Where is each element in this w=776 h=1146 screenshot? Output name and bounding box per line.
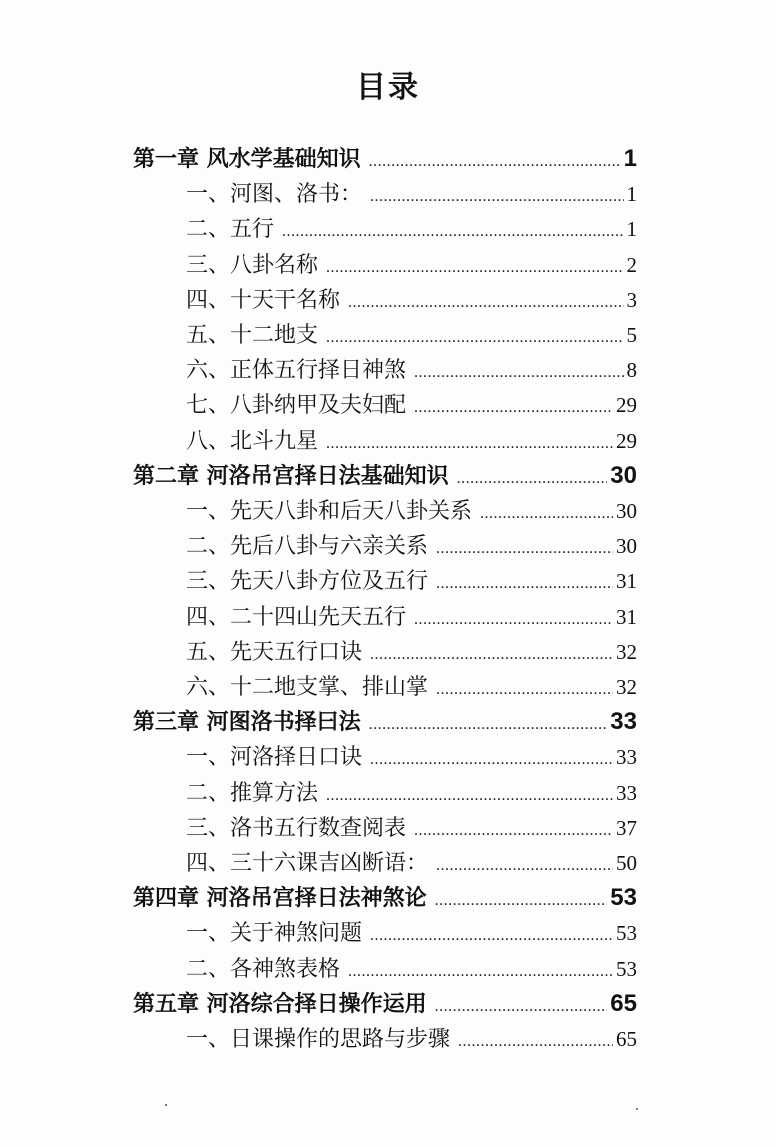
toc-section-entry xyxy=(186,353,637,389)
toc-section-entry xyxy=(186,388,637,424)
toc-page-number: 5 xyxy=(626,323,637,347)
toc-page-number: 32 xyxy=(616,640,637,664)
toc-section-entry xyxy=(186,318,637,354)
toc-chapter-entry xyxy=(133,881,637,917)
toc-entry-label: 八、北斗九星 xyxy=(186,429,319,454)
toc-page-number: 2 xyxy=(626,253,637,277)
toc-page-number: 29 xyxy=(616,393,637,417)
toc-page-number: 29 xyxy=(616,429,637,453)
toc-section-entry xyxy=(186,635,637,671)
toc-section-entry xyxy=(186,916,637,952)
toc-chapter-entry xyxy=(133,142,637,178)
toc-entry-label: 四、二十四山先天五行 xyxy=(186,605,407,630)
toc-page-number: 31 xyxy=(616,569,637,593)
dot-leader xyxy=(370,751,613,769)
toc-section-entry xyxy=(186,811,637,847)
dot-leader xyxy=(436,540,613,558)
toc-section-entry xyxy=(186,248,637,284)
dot-leader xyxy=(435,892,608,910)
toc-chapter-entry xyxy=(133,705,637,741)
toc-section-entry xyxy=(186,212,637,248)
toc-page-number: 32 xyxy=(616,675,637,699)
toc-page-number: 65 xyxy=(616,1027,637,1051)
toc-section-entry xyxy=(186,1022,637,1058)
toc-section-entry xyxy=(186,600,637,636)
page-title: 目录 xyxy=(356,70,420,105)
dot-leader xyxy=(369,716,608,734)
toc-section-entry xyxy=(186,740,637,776)
dot-leader xyxy=(348,294,623,312)
toc-page-number: 37 xyxy=(616,816,637,840)
toc-chapter-entry xyxy=(133,987,637,1023)
toc-entry-label: 七、八卦纳甲及夫妇配 xyxy=(186,393,407,418)
dot-leader xyxy=(457,470,608,488)
toc-entry-label: 五、十二地支 xyxy=(186,323,319,348)
toc-page-number: 33 xyxy=(616,781,637,805)
toc-entry-label: 一、先天八卦和后天八卦关系 xyxy=(186,499,473,524)
toc-page-number: 30 xyxy=(616,534,637,558)
toc-page-number: 8 xyxy=(626,358,637,382)
toc-entry-label: 一、日课操作的思路与步骤 xyxy=(186,1027,451,1052)
toc-section-entry xyxy=(186,846,637,882)
toc-page-number: 53 xyxy=(616,957,637,981)
toc-page-number: 1 xyxy=(626,182,637,206)
toc-entry-label: 一、河洛择日口诀 xyxy=(186,745,363,770)
toc-entry-label: 二、各神煞表格 xyxy=(186,957,341,982)
toc-page-number: 3 xyxy=(626,288,637,312)
dot-leader xyxy=(436,857,613,875)
toc-entry-label: 六、十二地支掌、排山掌 xyxy=(186,675,429,700)
dot-leader xyxy=(326,329,623,347)
toc-entry-label: 一、关于神煞问题 xyxy=(186,921,363,946)
toc-chapter-entry xyxy=(133,459,637,495)
dot-leader xyxy=(436,575,613,593)
dot-leader xyxy=(348,963,613,981)
dot-leader xyxy=(326,259,623,277)
toc-section-entry xyxy=(186,494,637,530)
toc-page-number: 1 xyxy=(623,145,637,172)
toc-page-number: 30 xyxy=(610,462,637,489)
scan-speck xyxy=(165,1104,167,1106)
dot-leader xyxy=(370,646,613,664)
toc-page-number: 65 xyxy=(610,990,637,1017)
toc-entry-label: 三、洛书五行数查阅表 xyxy=(186,816,407,841)
dot-leader xyxy=(435,998,608,1016)
toc-entry-label: 五、先天五行口诀 xyxy=(186,640,363,665)
toc-section-entry xyxy=(186,776,637,812)
scan-speck xyxy=(636,1108,638,1110)
dot-leader xyxy=(458,1033,613,1051)
toc-entry-label: 第一章 风水学基础知识 xyxy=(133,147,361,172)
dot-leader xyxy=(414,364,623,382)
toc-entry-label: 二、推算方法 xyxy=(186,781,319,806)
toc-page-number: 31 xyxy=(616,605,637,629)
toc-page-number: 53 xyxy=(610,884,637,911)
toc-section-entry xyxy=(186,564,637,600)
toc-entry-label: 三、先天八卦方位及五行 xyxy=(186,569,429,594)
dot-leader xyxy=(480,505,613,523)
toc-entry-label: 四、三十六课吉凶断语： xyxy=(186,851,429,876)
toc-entry-label: 二、五行 xyxy=(186,217,275,242)
toc-section-entry xyxy=(186,424,637,460)
toc-entry-label: 二、先后八卦与六亲关系 xyxy=(186,534,429,559)
toc-entry-label: 第四章 河洛吊宫择日法神煞论 xyxy=(133,886,427,911)
toc-section-entry xyxy=(186,177,637,213)
dot-leader xyxy=(369,153,621,171)
dot-leader xyxy=(326,787,613,805)
dot-leader xyxy=(414,822,613,840)
toc-entry-label: 三、八卦名称 xyxy=(186,253,319,278)
toc-section-entry xyxy=(186,283,637,319)
toc-entry-label: 第五章 河洛综合择日操作运用 xyxy=(133,992,427,1017)
toc-section-entry xyxy=(186,952,637,988)
toc-page-number: 53 xyxy=(616,921,637,945)
toc-section-entry xyxy=(186,670,637,706)
toc-page-number: 33 xyxy=(610,708,637,735)
toc-page-number: 33 xyxy=(616,745,637,769)
dot-leader xyxy=(414,399,613,417)
dot-leader xyxy=(414,611,613,629)
dot-leader xyxy=(436,681,613,699)
dot-leader xyxy=(370,188,623,206)
dot-leader xyxy=(326,435,613,453)
toc-section-entry xyxy=(186,529,637,565)
toc-entry-label: 六、正体五行择日神煞 xyxy=(186,358,407,383)
toc-page-number: 50 xyxy=(616,851,637,875)
toc-entry-label: 第三章 河图洛书择曰法 xyxy=(133,710,361,735)
toc-page-number: 30 xyxy=(616,499,637,523)
toc-entry-label: 第二章 河洛吊宫择日法基础知识 xyxy=(133,464,449,489)
dot-leader xyxy=(282,223,623,241)
toc-entry-label: 一、河图、洛书： xyxy=(186,182,363,207)
dot-leader xyxy=(370,927,613,945)
toc-page-number: 1 xyxy=(626,217,637,241)
toc-entry-label: 四、十天干名称 xyxy=(186,288,341,313)
